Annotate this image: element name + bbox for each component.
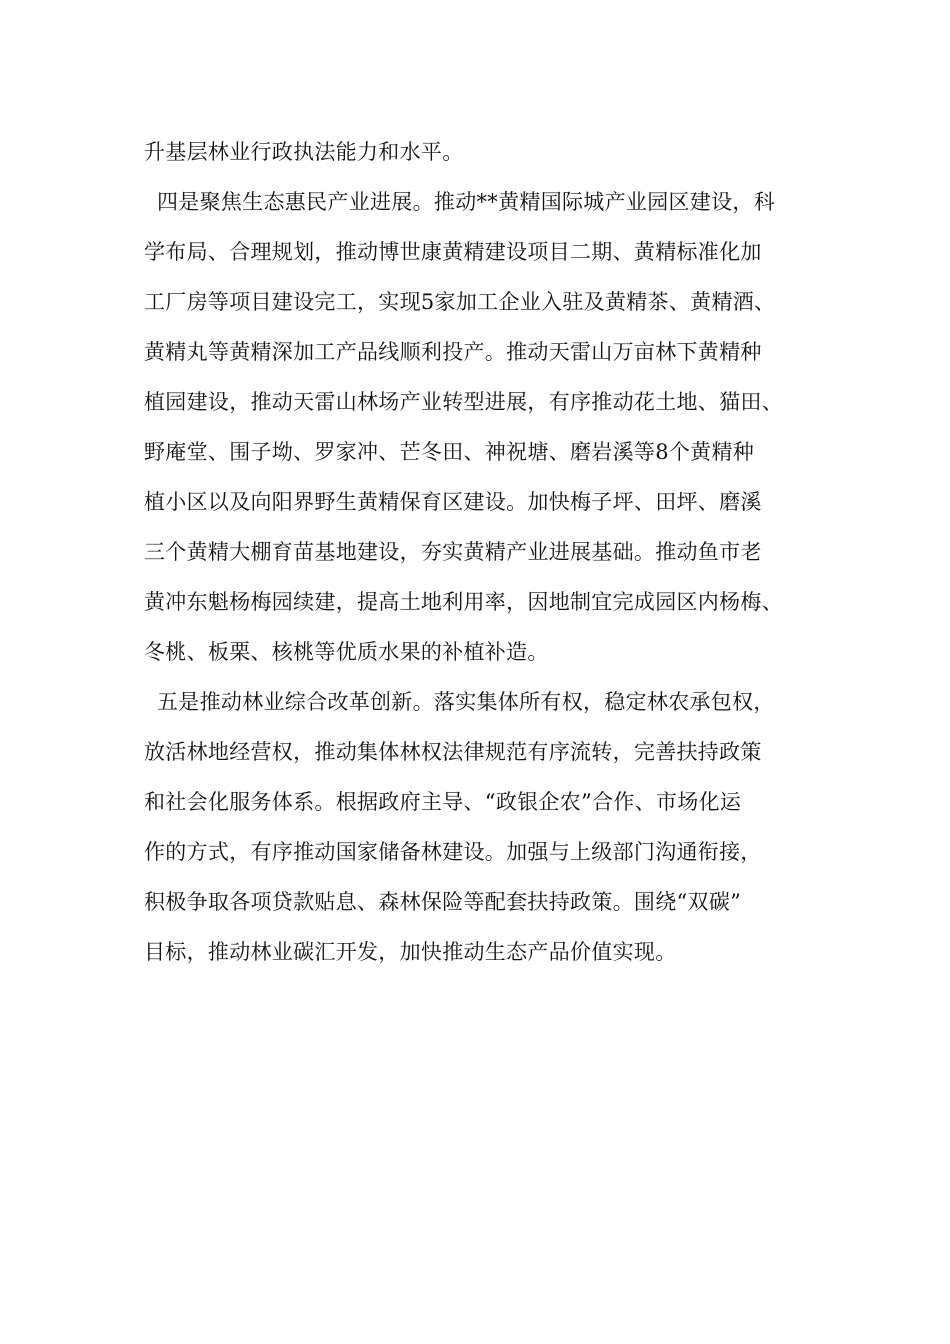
body-text (144, 130, 844, 980)
text-line: 冬桃、板栗、核桃等优质水果的补植补造。 (144, 640, 549, 664)
text-line: 放活林地经营权，推动集体林权法律规范有序流转，完善扶持政策 (144, 740, 762, 764)
text-line: 三个黄精大棚育苗基地建设，夯实黄精产业进展基础。推动鱼市老 (144, 540, 762, 564)
text-line: 工厂房等项目建设完工，实现5家加工企业入驻及黄精茶、黄精酒、 (144, 290, 776, 314)
text-line: 积极争取各项贷款贴息、森林保险等配套扶持政策。围绕“双碳” (144, 890, 742, 914)
text-line: 黄冲东魁杨梅园续建，提高土地利用率，因地制宜完成园区内杨梅、 (144, 590, 783, 614)
paragraph-five-start: 五是推动林业综合改革创新。落实集体所有权，稳定林农承包权， (157, 690, 775, 714)
text-line: 目标，推动林业碳汇开发，加快推动生态产品价值实现。 (144, 940, 677, 964)
text-line: 升基层林业行政执法能力和水平。 (144, 140, 464, 164)
text-line: 植小区以及向阳界野生黄精保育区建设。加快梅子坪、田坪、磨溪 (144, 490, 762, 514)
text-line: 植园建设，推动天雷山林场产业转型进展，有序推动花土地、猫田、 (144, 390, 783, 414)
text-line: 黄精丸等黄精深加工产品线顺利投产。推动天雷山万亩林下黄精种 (144, 340, 762, 364)
text-line: 和社会化服务体系。根据政府主导、“政银企农”合作、市场化运 (144, 790, 742, 814)
text-line: 学布局、合理规划，推动博世康黄精建设项目二期、黄精标准化加 (144, 240, 762, 264)
paragraph-four-start: 四是聚焦生态惠民产业进展。推动**黄精国际城产业园区建设，科 (157, 190, 775, 214)
text-line: 野庵堂、围子坳、罗家冲、芒冬田、神祝塘、磨岩溪等8个黄精种 (144, 440, 755, 464)
text-line: 作的方式，有序推动国家储备林建设。加强与上级部门沟通衔接， (144, 840, 762, 864)
